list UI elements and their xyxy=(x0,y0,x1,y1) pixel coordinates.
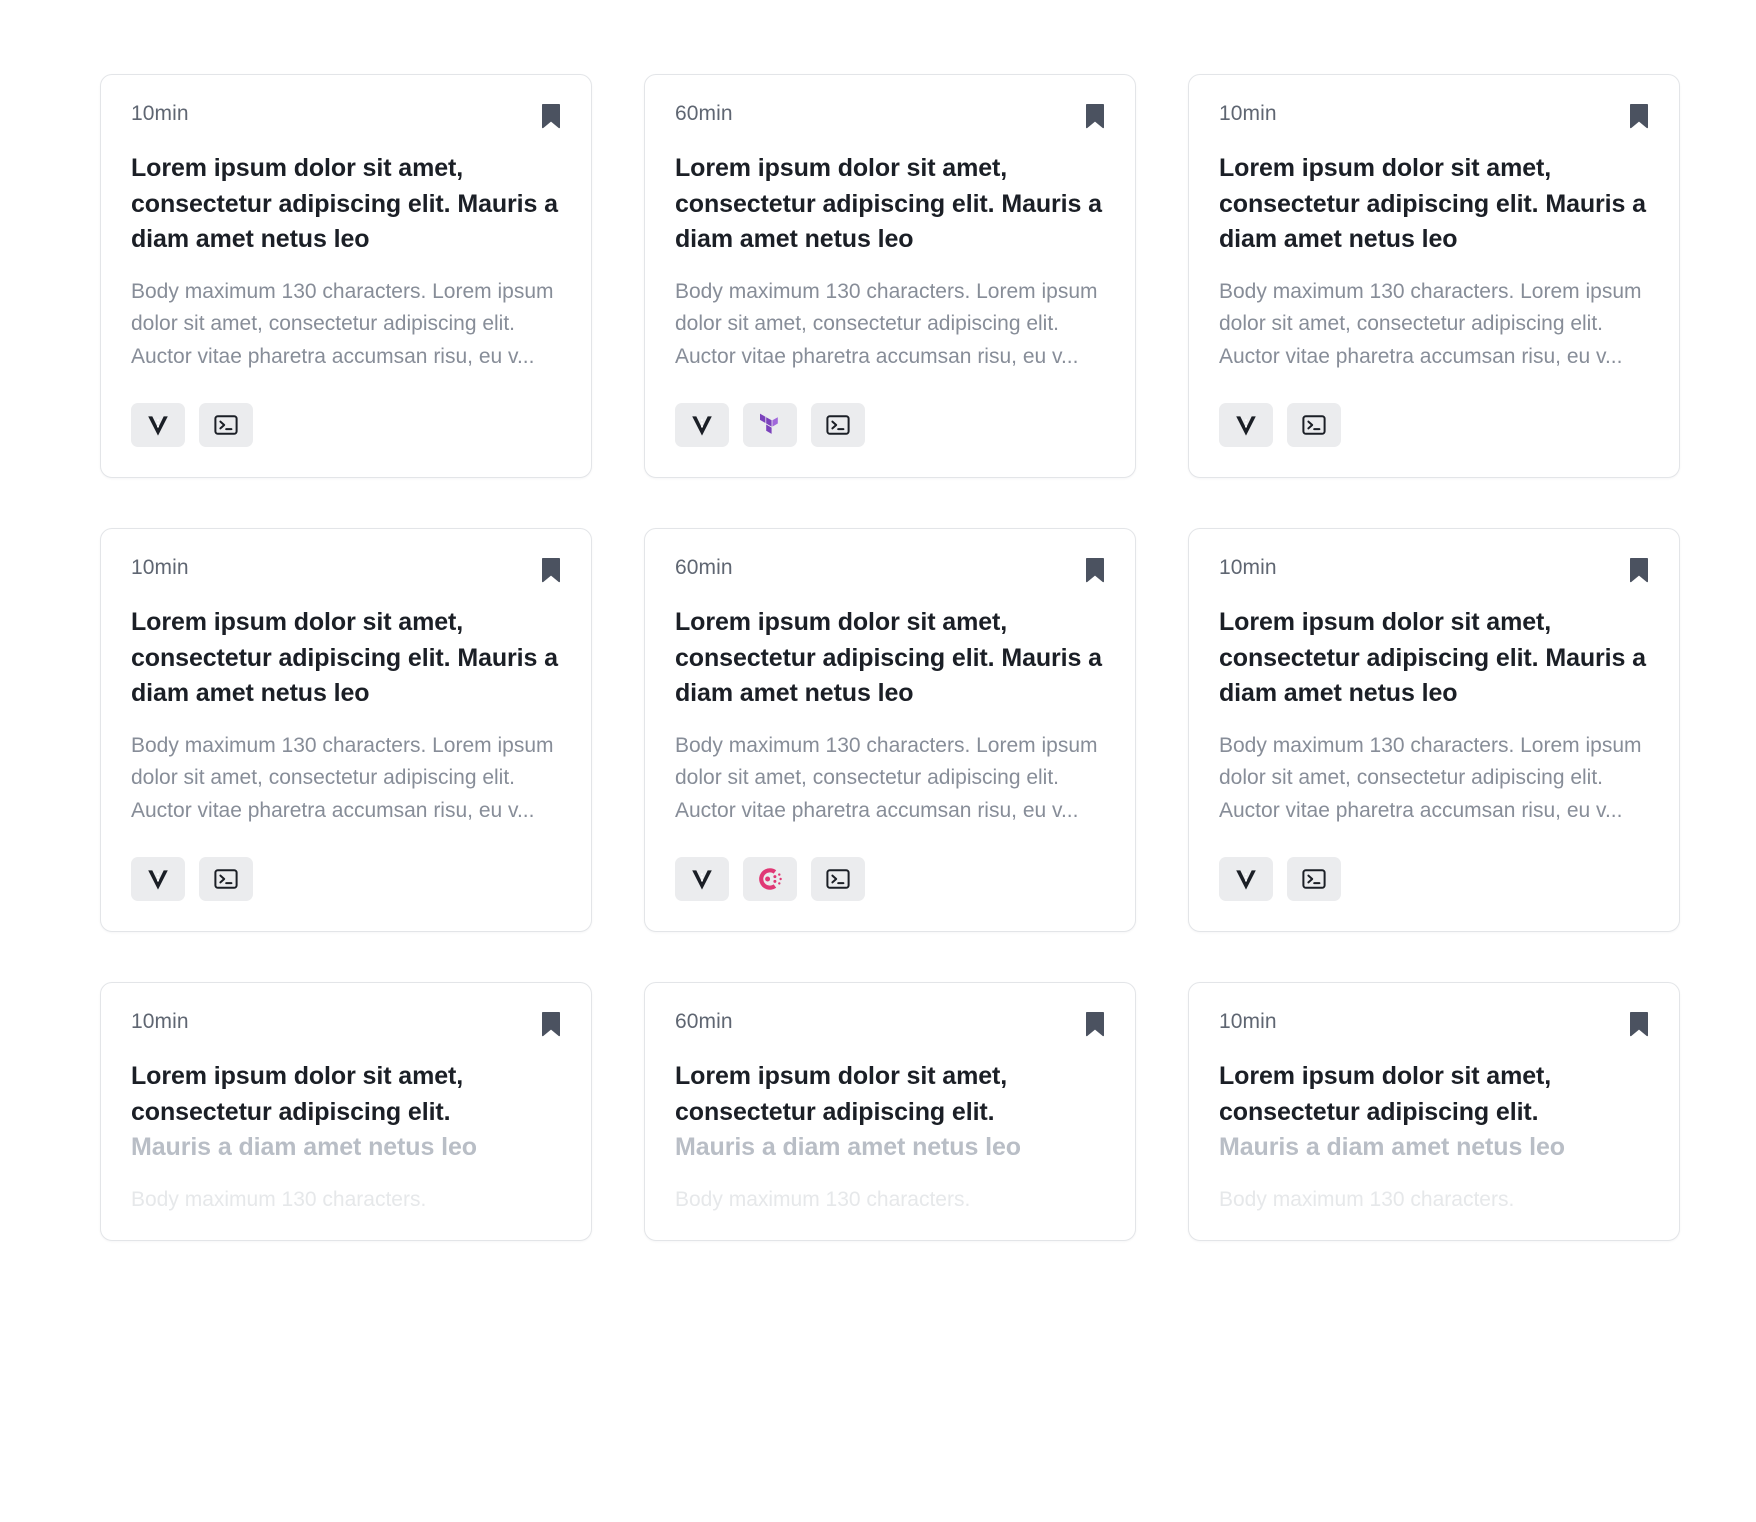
bookmark-glyph xyxy=(1629,1011,1649,1037)
card-title-line-2: consectetur adipiscing elit. xyxy=(131,1097,451,1126)
card-body: Body maximum 130 characters. Lorem ipsum dolor sit amet, consectetur adipiscing elit. Auctor vitae pharetra accumsan risu, eu v... xyxy=(131,733,554,822)
card-title: Lorem ipsum dolor sit amet, consectetur adipiscing elit. Mauris a diam amet netus leo xyxy=(675,154,1102,253)
tutorial-card[interactable] xyxy=(100,74,592,478)
bookmark-icon[interactable] xyxy=(1629,557,1649,583)
tech-chip-terminal[interactable] xyxy=(1287,403,1341,447)
card-body: Body maximum 130 characters. xyxy=(1219,1187,1515,1211)
card-title-line-1: Lorem ipsum dolor sit amet, xyxy=(131,1062,464,1091)
tutorial-card[interactable] xyxy=(1188,982,1680,1241)
card-title-line-2: consectetur adipiscing elit. xyxy=(1219,1097,1539,1126)
tech-chip-vault[interactable] xyxy=(1219,857,1273,901)
card-header xyxy=(131,1011,561,1037)
card-duration: 60min xyxy=(675,556,733,580)
tech-row xyxy=(1219,857,1649,901)
bookmark-glyph xyxy=(1085,1011,1105,1037)
card-header xyxy=(1219,557,1649,583)
card-header xyxy=(675,557,1105,583)
tutorial-card[interactable] xyxy=(644,528,1136,932)
tech-row xyxy=(675,403,1105,447)
tech-row xyxy=(1219,403,1649,447)
card-title-line-1: Lorem ipsum dolor sit amet, xyxy=(1219,1062,1552,1091)
tech-chip-vault[interactable] xyxy=(131,857,185,901)
tutorial-card[interactable] xyxy=(100,982,592,1241)
bookmark-icon[interactable] xyxy=(541,557,561,583)
card-duration: 60min xyxy=(675,102,733,125)
bookmark-glyph xyxy=(541,557,561,583)
card-title-line-1: Lorem ipsum dolor sit amet, xyxy=(675,1062,1008,1091)
bookmark-glyph xyxy=(541,103,561,129)
card-body: Body maximum 130 characters. Lorem ipsum dolor sit amet, consectetur adipiscing elit. Auctor vitae pharetra accumsan risu, eu v... xyxy=(675,733,1098,822)
card-title: Lorem ipsum dolor sit amet, consectetur adipiscing elit. Mauris a diam amet netus leo xyxy=(675,608,1102,708)
bookmark-glyph xyxy=(1629,557,1649,583)
card-title xyxy=(131,1059,561,1166)
tech-chip-vault[interactable] xyxy=(1219,403,1273,447)
tech-chip-terminal[interactable] xyxy=(199,857,253,901)
card-title-line-3: Mauris a diam amet netus leo xyxy=(675,1133,1021,1162)
card-title-line-2: consectetur adipiscing elit. xyxy=(675,1097,995,1126)
card-title: Lorem ipsum dolor sit amet, consectetur adipiscing elit. Mauris a diam amet netus leo xyxy=(1219,154,1646,253)
tech-chip-terminal[interactable] xyxy=(199,403,253,447)
bookmark-icon[interactable] xyxy=(1085,1011,1105,1037)
tech-row xyxy=(131,403,561,447)
card-duration: 10min xyxy=(131,102,189,125)
tech-row xyxy=(675,857,1105,901)
bookmark-icon[interactable] xyxy=(541,1011,561,1037)
card-header xyxy=(131,557,561,583)
card-title: Lorem ipsum dolor sit amet, consectetur adipiscing elit. Mauris a diam amet netus leo xyxy=(131,608,558,708)
tech-chip-vault[interactable] xyxy=(131,403,185,447)
card-header xyxy=(675,103,1105,129)
tech-chip-terminal[interactable] xyxy=(1287,857,1341,901)
card-title-line-3: Mauris a diam amet netus leo xyxy=(1219,1133,1565,1162)
card-body: Body maximum 130 characters. Lorem ipsum dolor sit amet, consectetur adipiscing elit. Auctor vitae pharetra accumsan risu, eu v... xyxy=(131,279,554,368)
card-body: Body maximum 130 characters. xyxy=(131,1187,427,1211)
tech-chip-consul[interactable] xyxy=(743,857,797,901)
bookmark-icon[interactable] xyxy=(1629,1011,1649,1037)
card-body: Body maximum 130 characters. Lorem ipsum dolor sit amet, consectetur adipiscing elit. Auctor vitae pharetra accumsan risu, eu v... xyxy=(675,279,1098,368)
bookmark-glyph xyxy=(1085,557,1105,583)
bookmark-glyph xyxy=(1629,103,1649,129)
card-body: Body maximum 130 characters. Lorem ipsum dolor sit amet, consectetur adipiscing elit. Auctor vitae pharetra accumsan risu, eu v... xyxy=(1219,733,1642,822)
bookmark-icon[interactable] xyxy=(1085,557,1105,583)
tutorial-card[interactable] xyxy=(1188,528,1680,932)
tutorial-card[interactable] xyxy=(100,528,592,932)
bookmark-icon[interactable] xyxy=(1085,103,1105,129)
card-duration: 10min xyxy=(1219,556,1277,580)
card-duration: 10min xyxy=(131,556,189,580)
tech-chip-terminal[interactable] xyxy=(811,857,865,901)
card-header xyxy=(1219,103,1649,129)
card-title-line-3: Mauris a diam amet netus leo xyxy=(131,1133,477,1162)
tech-chip-vault[interactable] xyxy=(675,857,729,901)
card-duration: 10min xyxy=(1219,1010,1277,1034)
tech-chip-terminal[interactable] xyxy=(811,403,865,447)
card-duration: 10min xyxy=(131,1010,189,1034)
tutorial-card[interactable] xyxy=(644,74,1136,478)
card-header xyxy=(131,103,561,129)
card-header xyxy=(1219,1011,1649,1037)
tech-row xyxy=(131,857,561,901)
card-title xyxy=(1219,1059,1649,1166)
tech-chip-terraform[interactable] xyxy=(743,403,797,447)
card-body: Body maximum 130 characters. Lorem ipsum dolor sit amet, consectetur adipiscing elit. Auctor vitae pharetra accumsan risu, eu v... xyxy=(1219,279,1642,368)
card-header xyxy=(675,1011,1105,1037)
card-title: Lorem ipsum dolor sit amet, consectetur adipiscing elit. Mauris a diam amet netus leo xyxy=(131,154,558,253)
bookmark-icon[interactable] xyxy=(1629,103,1649,129)
tech-chip-vault[interactable] xyxy=(675,403,729,447)
tutorial-card[interactable] xyxy=(644,982,1136,1241)
tutorial-card[interactable] xyxy=(1188,74,1680,478)
bookmark-glyph xyxy=(541,1011,561,1037)
card-title xyxy=(675,1059,1105,1166)
bookmark-icon[interactable] xyxy=(541,103,561,129)
card-duration: 60min xyxy=(675,1010,733,1034)
card-title: Lorem ipsum dolor sit amet, consectetur adipiscing elit. Mauris a diam amet netus leo xyxy=(1219,608,1646,708)
card-duration: 10min xyxy=(1219,102,1277,125)
bookmark-glyph xyxy=(1085,103,1105,129)
card-body: Body maximum 130 characters. xyxy=(675,1187,971,1211)
